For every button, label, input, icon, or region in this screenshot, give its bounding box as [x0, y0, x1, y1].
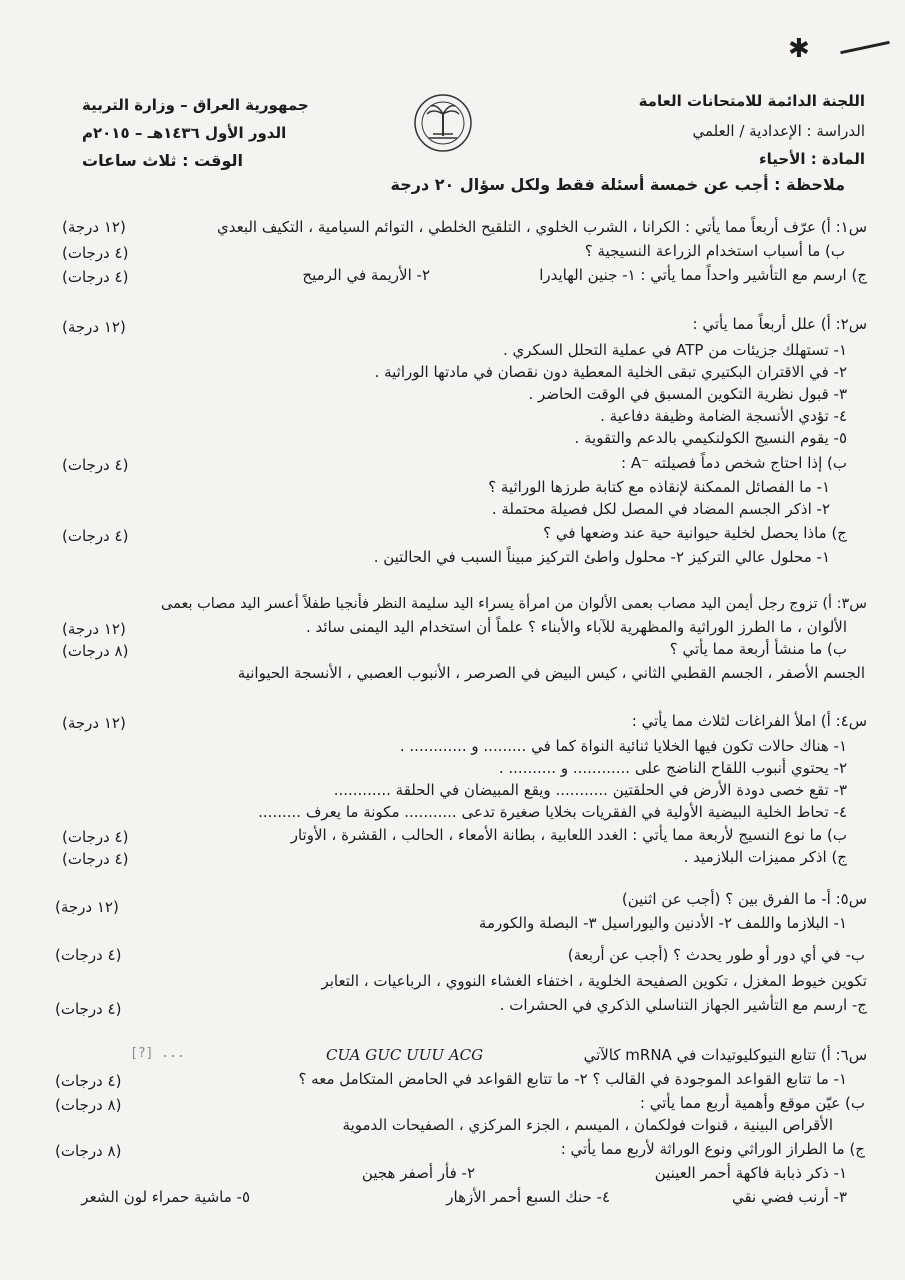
q5-a: س٥: أ- ما الفرق بين ؟ (أجب عن اثنين) [621, 890, 867, 908]
q6-b-1: الأقراص البينية ، قنوات فولكمان ، الميسم ، الجزء المركزي ، الصفيحات الدموية [342, 1116, 833, 1134]
q1-b-marks: (٤ درجات) [62, 244, 129, 262]
q4-item-4: ٤- تحاط الخلية البيضية الأولية في الفقريات بخلايا صغيرة تدعى ........... مكونة ما يعرف ......... [258, 803, 847, 821]
q3-a-line2: الألوان ، ما الطرز الوراثية والمظهرية للآباء والأبناء ؟ علماً أن استخدام اليد اليمنى سائد . [305, 618, 847, 636]
q2-c: ج) ماذا يحصل لخلية حيوانية حية عند وضعها في ؟ [543, 524, 847, 542]
corner-stroke [840, 41, 890, 54]
q6-c: ج) ما الطراز الوراثي ونوع الوراثة لأربع مما يأتي : [560, 1140, 865, 1158]
header-study: الدراسة : الإعدادية / العلمي [692, 122, 865, 140]
q2-b-marks: (٤ درجات) [62, 456, 129, 474]
q2-b-2: ٢- اذكر الجسم المضاد في المصل لكل فصيلة محتملة . [491, 500, 830, 518]
q1-c: ج) ارسم مع التأشير واحداً مما يأتي : ١- جنين الهايدرا [539, 266, 867, 284]
q1-a-marks: (١٢ درجة) [62, 218, 126, 236]
q3-b: ب) ما منشأ أربعة مما يأتي ؟ [669, 640, 847, 658]
q2-c-marks: (٤ درجات) [62, 527, 129, 545]
q2-item-2: ٢- في الاقتران البكتيري تبقى الخلية المعطية دون نقصان في مادتها الوراثية . [374, 363, 847, 381]
q3-b-1: الجسم الأصفر ، الجسم القطبي الثاني ، كيس البيض في الصرصر ، الأنبوب العصبي ، الأنسجة الحيوانية [237, 664, 865, 682]
q6-c-1: ١- ذكر ذبابة فاكهة أحمر العينين [654, 1164, 847, 1182]
q6-b-marks: (٨ درجات) [55, 1096, 122, 1114]
q4-c: ج) اذكر مميزات البلازميد . [683, 848, 847, 866]
q2-c-1: ١- محلول عالي التركيز ٢- محلول واطئ التركيز مبيناً السبب في الحالتين . [373, 548, 830, 566]
q5-b-1: تكوين خيوط المغزل ، تكوين الصفيحة الخلوية ، اختفاء الغشاء النووي ، الرباعيات ، التعابر [321, 972, 867, 990]
q5-b-marks: (٤ درجات) [55, 946, 122, 964]
q5-c: ج- ارسم مع التأشير الجهاز التناسلي الذكري في الحشرات . [499, 996, 867, 1014]
q6-a: س٦: أ) تتابع النيوكليوتيدات في mRNA كالآتي [583, 1046, 867, 1064]
header-session: الدور الأول ١٤٣٦هـ – ٢٠١٥م [82, 124, 287, 142]
q1-b: ب) ما أسباب استخدام الزراعة النسيجية ؟ [584, 242, 845, 260]
q4-b: ب) ما نوع النسيج لأربعة مما يأتي : الغدد اللعابية ، بطانة الأمعاء ، الحالب ، القشرة ، الأوتار [290, 826, 847, 844]
q2-a-marks: (١٢ درجة) [62, 318, 126, 336]
header-subject: المادة : الأحياء [758, 150, 865, 168]
q5-a-marks: (١٢ درجة) [55, 898, 119, 916]
q5-b: ب- في أي دور أو طور يحدث ؟ (أجب عن أربعة) [567, 946, 865, 964]
q2-a: س٢: أ) علل أربعاً مما يأتي : [692, 315, 867, 333]
header-ministry: جمهورية العراق – وزارة التربية [82, 96, 309, 114]
q6-codons: CUA GUC UUU ACG [326, 1046, 484, 1064]
q4-a: س٤: أ) املأ الفراغات لثلاث مما يأتي : [631, 712, 867, 730]
q5-a-1: ١- البلازما واللمف ٢- الأدنين واليوراسيل ٣- البصلة والكورمة [478, 914, 847, 932]
margin-scribble: [?] ... [130, 1046, 185, 1061]
q1-a: س١: أ) عرّف أربعاً مما يأتي : الكرانا ، الشرب الخلوي ، التلقيح الخلطي ، التوائم السيامية ، التكيف البعدي [216, 218, 867, 236]
header-committee: اللجنة الدائمة للامتحانات العامة [638, 92, 865, 110]
q4-item-2: ٢- يحتوي أنبوب اللقاح الناضج على ............ و .......... . [498, 759, 847, 777]
q6-c-3: ٣- أرنب فضي نقي [731, 1188, 847, 1206]
q3-a-marks: (١٢ درجة) [62, 620, 126, 638]
q2-item-3: ٣- قبول نظرية التكوين المسبق في الوقت الحاضر . [528, 385, 847, 403]
q4-item-1: ١- هناك حالات تكون فيها الخلايا ثنائية النواة كما في ......... و ............ . [399, 737, 847, 755]
q4-item-3: ٣- تقع خصى دودة الأرض في الحلقتين ........... ويقع المبيضان في الحلقة ............ [333, 781, 847, 799]
q4-c-marks: (٤ درجات) [62, 850, 129, 868]
corner-mark: ✱ [788, 34, 810, 64]
q3-a-line1: س٣: أ) تزوج رجل أيمن اليد مصاب بعمى الألوان من امرأة يسراء اليد سليمة النظر فأنجبا طفلاً أعسر اليد مصاب بعمى [160, 596, 867, 612]
q3-b-marks: (٨ درجات) [62, 642, 129, 660]
q6-c-4: ٤- حنك السبع أحمر الأزهار [446, 1188, 610, 1206]
q6-b: ب) عيّن موقع وأهمية أربع مما يأتي : [639, 1094, 865, 1112]
ministry-seal-icon [413, 92, 473, 154]
q6-a-1: ١- ما تتابع القواعد الموجودة في القالب ؟ ٢- ما تتابع القواعد في الحامض المتكامل معه ؟ [298, 1070, 847, 1088]
q6-c-2: ٢- فأر أصفر هجين [361, 1164, 475, 1182]
q2-item-1: ١- تستهلك جزيئات من ATP في عملية التحلل السكري . [503, 341, 847, 359]
q2-b: ب) إذا احتاج شخص دماً فصيلته ⁻A : [621, 454, 847, 472]
header-note: ملاحظة : أجب عن خمسة أسئلة فقط ولكل سؤال ٢٠ درجة [390, 175, 845, 194]
q4-a-marks: (١٢ درجة) [62, 714, 126, 732]
q6-a-marks: (٤ درجات) [55, 1072, 122, 1090]
q4-b-marks: (٤ درجات) [62, 828, 129, 846]
header-time: الوقت : ثلاث ساعات [82, 151, 244, 170]
q6-c-marks: (٨ درجات) [55, 1142, 122, 1160]
q1-c2: ٢- الأريمة في الرميح [302, 266, 430, 284]
q2-item-5: ٥- يقوم النسيج الكولنكيمي بالدعم والتقوية . [574, 429, 847, 447]
q5-c-marks: (٤ درجات) [55, 1000, 122, 1018]
q1-c-marks: (٤ درجات) [62, 268, 129, 286]
q6-c-5: ٥- ماشية حمراء لون الشعر [81, 1188, 250, 1206]
q2-item-4: ٤- تؤدي الأنسجة الضامة وظيفة دفاعية . [600, 407, 847, 425]
q2-b-1: ١- ما الفصائل الممكنة لإنقاذه مع كتابة طرزها الوراثية ؟ [488, 478, 830, 496]
